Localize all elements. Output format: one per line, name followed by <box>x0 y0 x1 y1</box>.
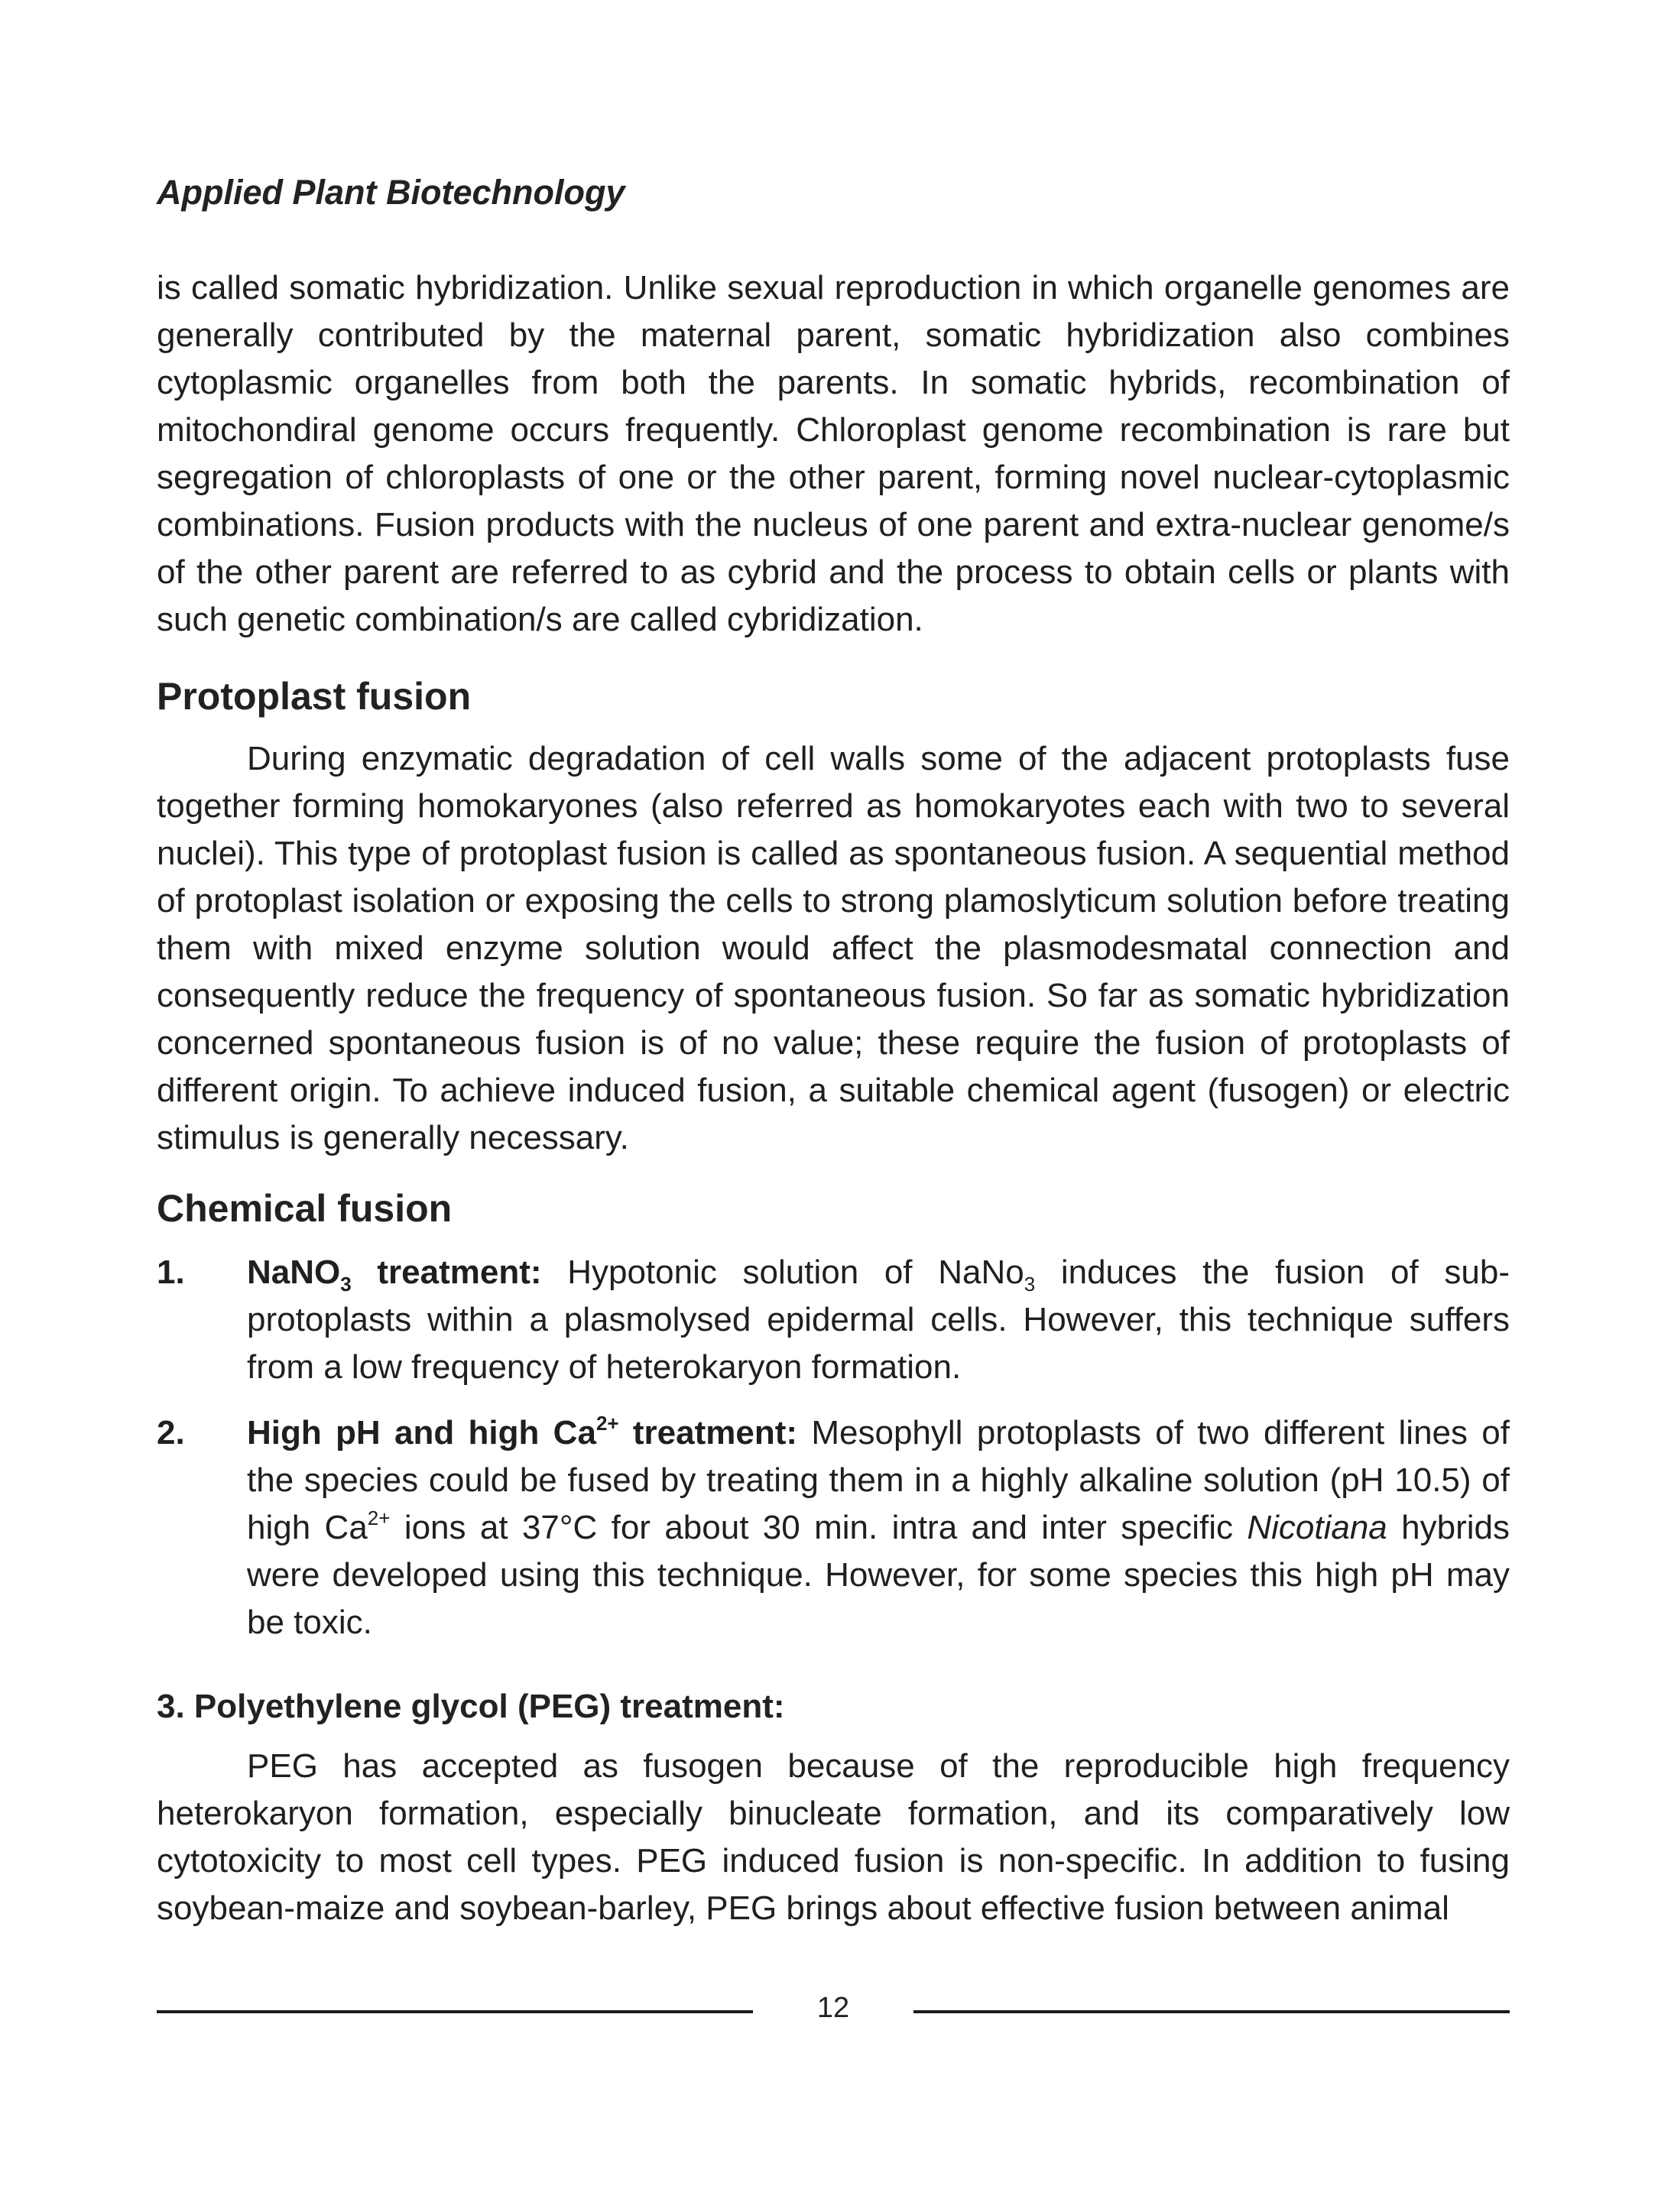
intro-paragraph: is called somatic hybridization. Unlike sexual reproduction in which organelle genomes are generally contributed by the maternal parent, somatic hybridization also combines cytoplasmic organelles from both the parents. In somatic hybrids, recombination of mitochondiral genome occurs frequently. Chloroplast genome recombination is rare but segregation of chloroplasts of one or the other parent, forming novel nuclear-cytoplasmic combinations. Fusion products with the nucleus of one parent and extra-nuclear genome/s of the other parent are referred to as cybrid and the process to obtain cells or plants with such genetic combination/s are called cybridization. <box>157 269 1510 638</box>
heading-peg-treatment: 3. Polyethylene glycol (PEG) treatment: <box>157 1688 785 1725</box>
heading-protoplast-fusion: Protoplast fusion <box>157 675 472 718</box>
item-title: NaNO$_3$ treatment: <box>247 1254 542 1296</box>
peg-paragraph: PEG has accepted as fusogen because of the reproducible high frequency heterokaryon formation, especially binucleate formation, and its comparatively low cytotoxicity to most cell types. PEG induced fusion is non-specific. In addition to fusing soybean-maize and soybean-barley, PEG brings about effective fusion between animal <box>157 1747 1510 1927</box>
list-item-body: High pH and high $Ca^{2+}$ treatment: Mesophyll protoplasts of two different lines of the species could be fused by treating them in a highly alkaline solution (pH 10.5) of high $Ca^{2+}$ ions at 37°C for about 30 min. intra and inter specific Nicotiana hybrids were developed using this technique. However, for some species this high pH may be toxic. <box>247 1412 1510 1641</box>
page-number: 12 <box>816 1992 850 2024</box>
footer-rule-left <box>157 2010 753 2013</box>
item-title: High pH and high $Ca^{2+}$ treatment: <box>247 1412 798 1451</box>
footer-rule-right <box>913 2010 1510 2013</box>
list-item-high-ph-treatment <box>157 1409 1510 1646</box>
running-header: Applied Plant Biotechnology <box>157 173 625 212</box>
list-number: 1. <box>157 1254 185 1291</box>
list-item-body: NaNO$_3$ treatment: Hypotonic solution of NaNo$_3$ induces the fusion of sub-protoplasts within a plasmolysed epidermal cells. However, this technique suffers from a low frequency of heterokaryon formation. <box>247 1254 1510 1386</box>
protoplast-fusion-paragraph: During enzymatic degradation of cell walls some of the adjacent protoplasts fuse together forming homokaryones (also referred as homokaryotes each with two to several nuclei). This type of protoplast fusion is called as spontaneous fusion. A sequential method of protoplast isolation or exposing the cells to strong plamoslyticum solution before treating them with mixed enzyme solution would affect the plasmodesmatal connection and consequently reduce the frequency of spontaneous fusion. So far as somatic hybridization concerned spontaneous fusion is of no value; these require the fusion of protoplasts of different origin. To achieve induced fusion, a suitable chemical agent (fusogen) or electric stimulus is generally necessary. <box>157 740 1510 1156</box>
list-number: 2. <box>157 1414 185 1451</box>
heading-chemical-fusion: Chemical fusion <box>157 1187 453 1230</box>
list-item-nano3-treatment <box>157 1249 1510 1391</box>
